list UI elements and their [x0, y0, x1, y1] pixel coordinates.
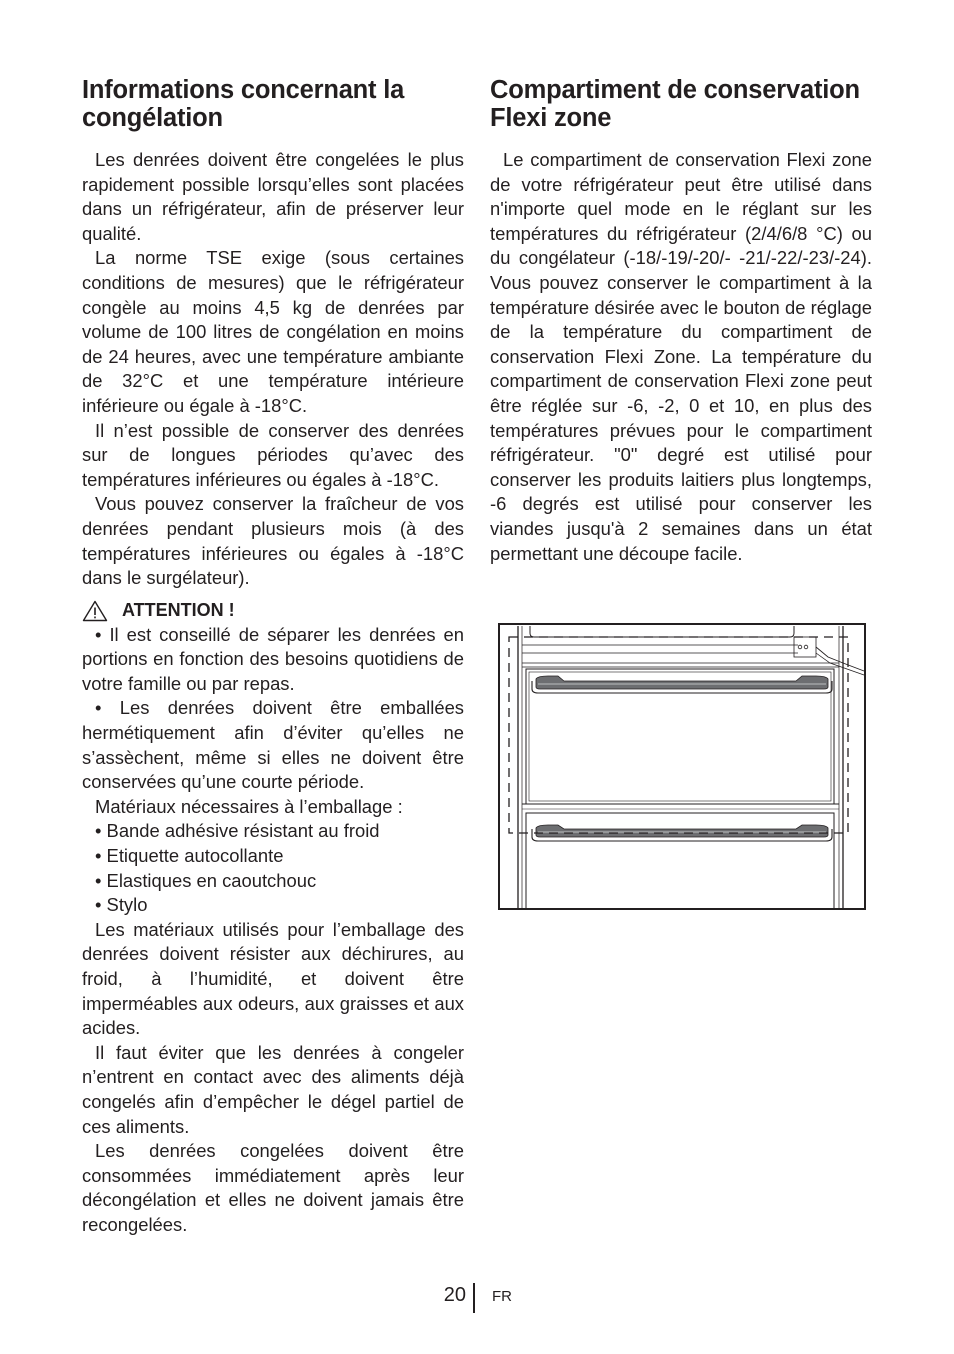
- right-column: [490, 76, 872, 566]
- attention-bullet-portions: • Il est conseillé de séparer les denrées en portions en fonction des besoins quotidiens de votre famille ou par repas.: [82, 623, 464, 694]
- avoid-contact-paragraph: Il faut éviter que les denrées à congeler n’entrent en contact avec des aliments déjà congelés afin d’empêcher le dégel partiel de ces aliments.: [82, 1041, 464, 1137]
- warning-triangle-icon: [82, 600, 108, 622]
- material-item: • Stylo: [95, 894, 148, 916]
- flexi-zone-paragraph: Le compartiment de conservation Flexi zone de votre réfrigérateur peut être utilisé dans n'importe quel mode en le réglant sur les températures du réfrigérateur (2/4/6/8 °C) ou du congélateur (-18/-19/-20/- -21/-22/-23/-24). Vous pouvez conserver le compartiment à la température désirée avec le bouton de réglage de la température du compartiment de conservation Flexi Zone. La température du compartiment de conservation Flexi zone peut être réglée sur -6, -2, 0 et 10, en plus des températures prévues pour le compartiment réfrigérateur. "0" degré est utilisé pour conserver les produits laitiers plus longtemps, -6 degrés est utilisé pour conserver les viandes jusqu'à 2 semaines dans un état permettant une découpe facile.: [490, 149, 872, 564]
- attention-heading: [82, 599, 464, 623]
- footer-divider: [473, 1283, 475, 1313]
- page-number: 20: [443, 1284, 466, 1306]
- material-item: • Etiquette autocollante: [95, 845, 284, 867]
- tse-norm-paragraph: La norme TSE exige (sous certaines conditions de mesures) que le réfrigérateur congèle au moins 4,5 kg de denrées par volume de 100 litres de congélation en moins de 24 heures, avec une température ambiante de 32°C et une température intérieure inférieure ou égale à -18°C.: [82, 247, 464, 416]
- language-code: FR: [492, 1288, 512, 1305]
- materials-intro: Matériaux nécessaires à l’emballage :: [95, 795, 403, 817]
- intro-paragraph: Les denrées doivent être congelées le plus rapidement possible lorsqu’elles sont placées dans un réfrigérateur, afin de préserver leur qualité.: [82, 149, 464, 244]
- flexi-zone-illustration: [498, 623, 866, 910]
- material-item: • Elastiques en caoutchouc: [95, 869, 317, 891]
- consume-paragraph: Les denrées congelées doivent être consommées immédiatement après leur décongélation et elles ne doivent jamais être recongelées.: [82, 1140, 464, 1235]
- left-column: [82, 76, 464, 1238]
- flexi-zone-title: Compartiment de conservation Flexi zone: [490, 76, 860, 132]
- long-storage-paragraph: Il n’est possible de conserver des denrées sur de longues périodes qu’avec des températures inférieures ou égales à -18°C.: [82, 419, 464, 490]
- page-footer: [0, 1283, 954, 1313]
- freshness-paragraph: Vous pouvez conserver la fraîcheur de vos denrées pendant plusieurs mois (à des températures inférieures ou égales à -18°C dans le surgélateur).: [82, 493, 464, 589]
- materials-requirements-paragraph: Les matériaux utilisés pour l’emballage des denrées doivent résister aux déchirures, au froid, à l’humidité, et doivent être imperméables aux odeurs, aux graisses et aux acides.: [82, 918, 464, 1039]
- freezing-info-title: Informations concernant la congélation: [82, 76, 405, 132]
- attention-bullet-packaging: • Les denrées doivent être emballées hermétiquement afin d’éviter qu’elles ne s’assèchent, même si elles ne doivent être conservées qu’une courte période.: [82, 697, 464, 793]
- attention-label: ATTENTION !: [122, 600, 235, 621]
- material-item: • Bande adhésive résistant au froid: [95, 820, 380, 842]
